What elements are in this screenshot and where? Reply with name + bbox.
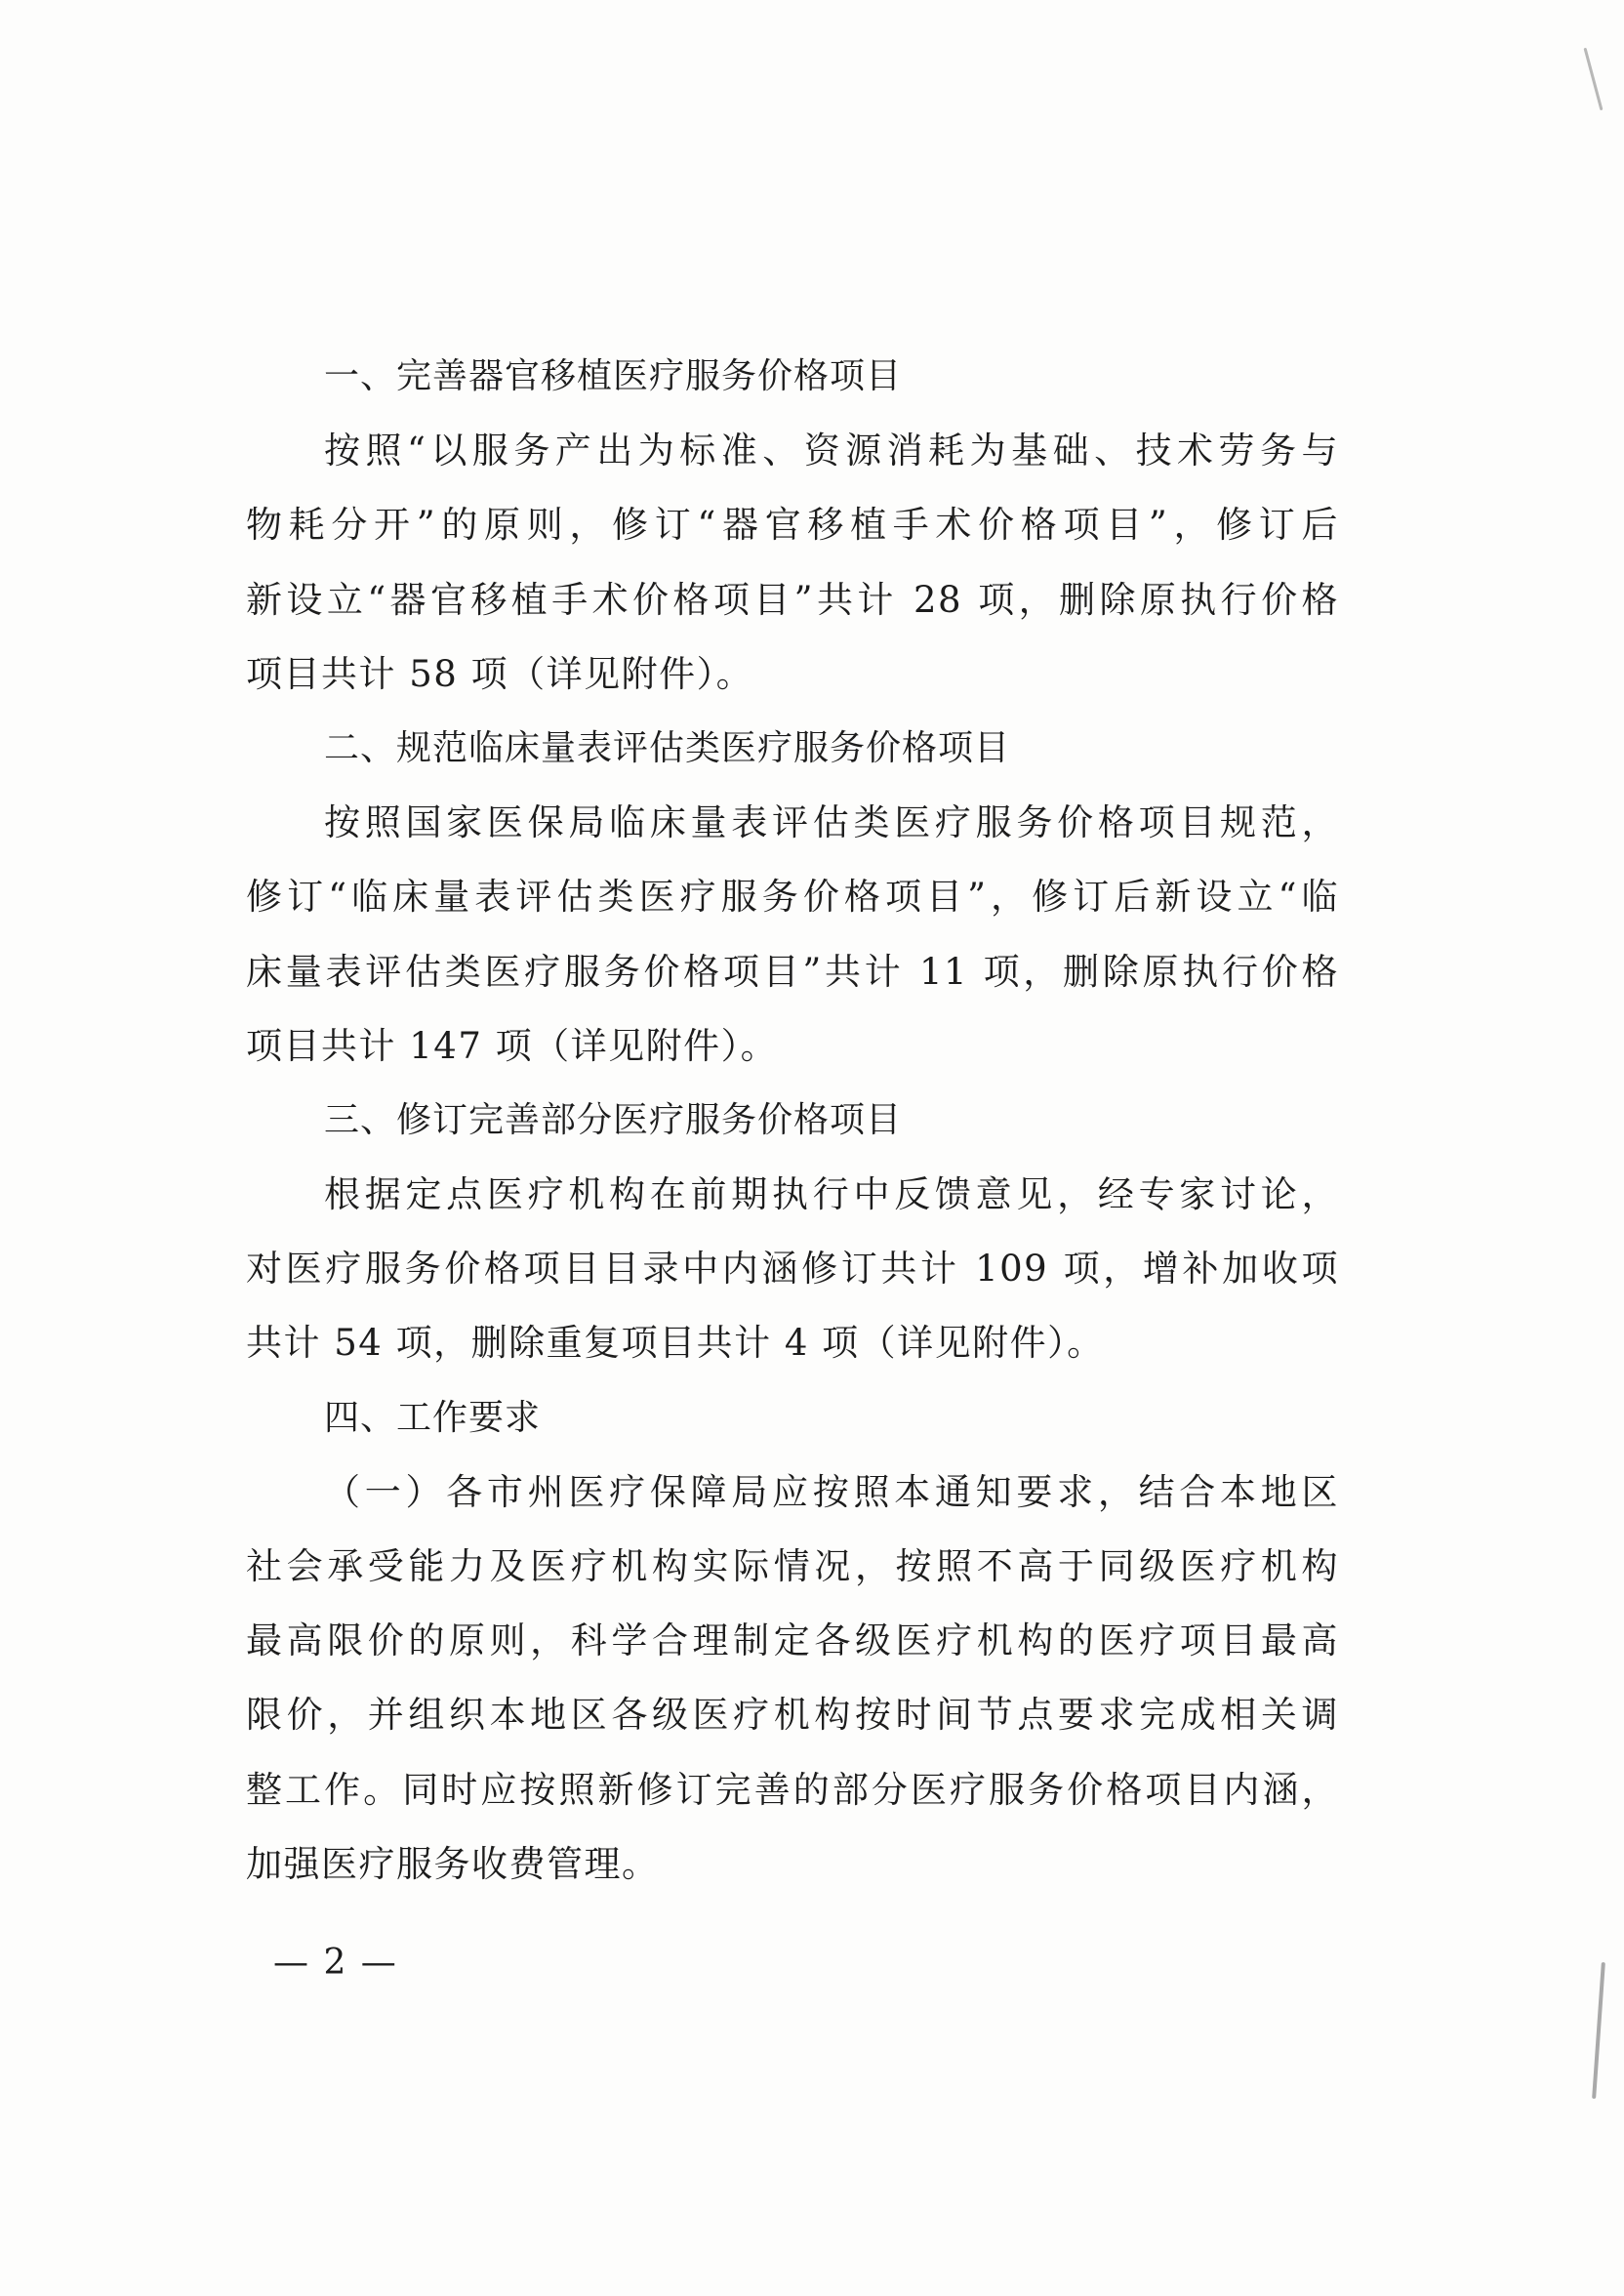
section-heading: 三、修订完善部分医疗服务价格项目: [324, 1099, 903, 1140]
body-text-line: 根据定点医疗机构在前期执行中反馈意见，经专家讨论，: [324, 1173, 1339, 1216]
body-text-line: 物耗分开”的原则，修订“器官移植手术价格项目”，修订后: [246, 504, 1339, 547]
body-text-line: 新设立“器官移植手术价格项目”共计 28 项，删除原执行价格: [246, 578, 1339, 621]
body-text-line: 加强医疗服务收费管理。: [246, 1842, 660, 1885]
body-text-line: 限价，并组织本地区各级医疗机构按时间节点要求完成相关调: [246, 1694, 1339, 1737]
body-text-line: 项目共计 58 项（详见附件）。: [246, 652, 754, 695]
body-text-line: 按照“以服务产出为标准、资源消耗为基础、技术劳务与: [324, 430, 1339, 472]
body-text-line: 最高限价的原则，科学合理制定各级医疗机构的医疗项目最高: [246, 1620, 1339, 1662]
body-text-line: （一）各市州医疗保障局应按照本通知要求，结合本地区: [324, 1470, 1339, 1513]
body-text-line: 社会承受能力及医疗机构实际情况，按照不高于同级医疗机构: [246, 1545, 1339, 1587]
body-text-line: 共计 54 项，删除重复项目共计 4 项（详见附件）。: [246, 1322, 1105, 1365]
section-heading: 二、规范临床量表评估类医疗服务价格项目: [324, 727, 1011, 768]
body-text-line: 床量表评估类医疗服务价格项目”共计 11 项，删除原执行价格: [246, 950, 1339, 993]
page-number: — 2 —: [273, 1943, 398, 1983]
body-text-line: 按照国家医保局临床量表评估类医疗服务价格项目规范，: [324, 801, 1339, 844]
body-text-line: 项目共计 147 项（详见附件）。: [246, 1024, 779, 1067]
section-heading: 一、完善器官移植医疗服务价格项目: [324, 356, 903, 396]
section-heading: 四、工作要求: [324, 1397, 542, 1438]
scan-edge-mark-bottom: [1592, 1962, 1605, 2099]
body-text-line: 修订“临床量表评估类医疗服务价格项目”，修订后新设立“临: [246, 876, 1339, 919]
body-text-line: 整工作。同时应按照新修订完善的部分医疗服务价格项目内涵，: [246, 1768, 1339, 1811]
scan-edge-mark-top: [1584, 48, 1604, 111]
document-body: [246, 340, 1339, 1902]
body-text-line: 对医疗服务价格项目目录中内涵修订共计 109 项，增补加收项: [246, 1248, 1339, 1291]
